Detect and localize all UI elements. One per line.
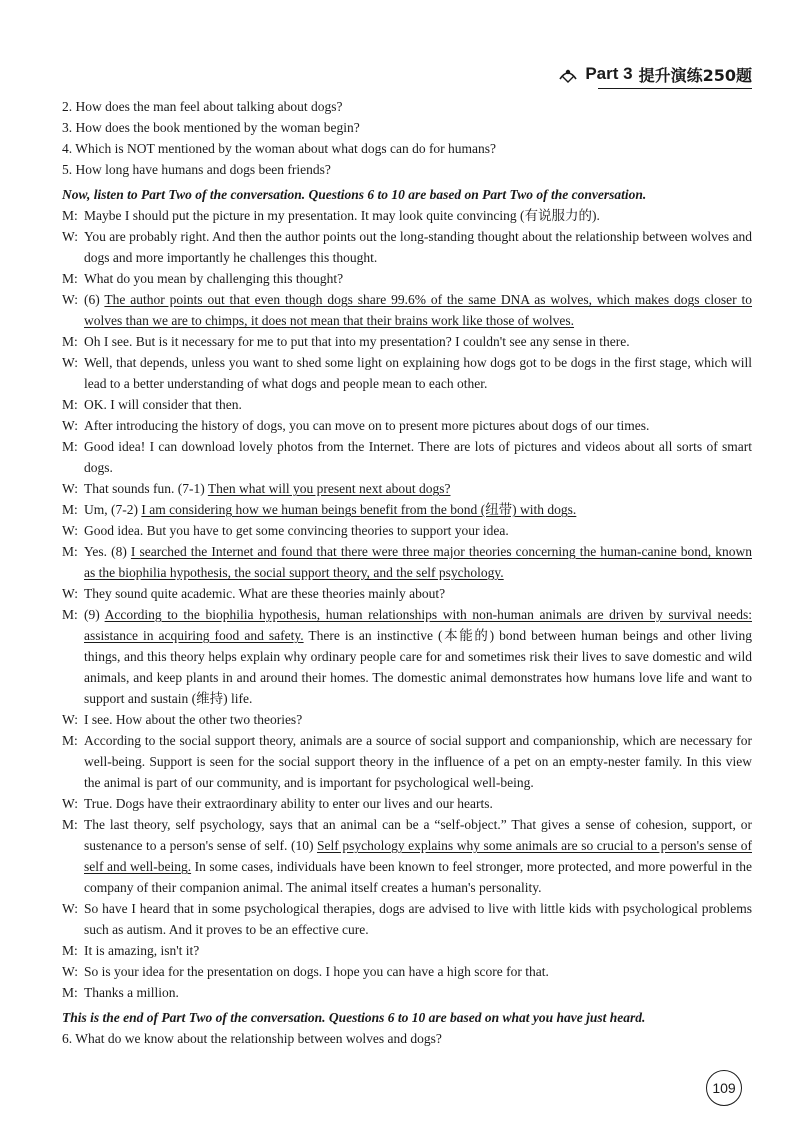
part-label: Part 3 bbox=[585, 64, 633, 83]
dialogue-line bbox=[62, 541, 752, 583]
page-number: 109 bbox=[706, 1070, 742, 1106]
dialogue-line bbox=[62, 499, 752, 520]
utterance bbox=[84, 898, 752, 940]
speaker-label: W: bbox=[62, 964, 78, 979]
speaker-label: W: bbox=[62, 292, 78, 307]
dialogue-line bbox=[62, 394, 752, 415]
speaker-label: M: bbox=[62, 607, 78, 622]
speaker-label: W: bbox=[62, 586, 78, 601]
utterance bbox=[84, 226, 752, 268]
utterance bbox=[84, 961, 752, 982]
dialogue-line bbox=[62, 898, 752, 940]
utterance-text: Well, that depends, unless you want to shed some light on explaining how dogs got to be dogs in the first stage, which will lead to a better understanding of what dogs and people mean to each other. bbox=[84, 355, 752, 391]
utterance bbox=[84, 604, 752, 709]
dialogue-line bbox=[62, 793, 752, 814]
dialogue-line bbox=[62, 961, 752, 982]
dialogue-line bbox=[62, 331, 752, 352]
utterance-text: In some cases, individuals have been known to feel stronger, more protected, and more powerful in the company of their companion animal. The animal itself creates a human's personality. bbox=[84, 859, 752, 895]
dialogue-line bbox=[62, 415, 752, 436]
speaker-label: M: bbox=[62, 544, 78, 559]
speaker-label: W: bbox=[62, 712, 78, 727]
dialogue-line bbox=[62, 604, 752, 709]
speaker-label: M: bbox=[62, 985, 78, 1000]
question-item: 3. How does the book mentioned by the woman begin? bbox=[62, 120, 360, 135]
question-item: 5. How long have humans and dogs been friends? bbox=[62, 162, 331, 177]
dialogue-line bbox=[62, 436, 752, 478]
utterance bbox=[84, 205, 752, 226]
speaker-label: W: bbox=[62, 481, 78, 496]
utterance-text: You are probably right. And then the author points out the long-standing thought about the relationship between wolves and dogs and more importantly he challenges this thought. bbox=[84, 229, 752, 265]
utterance-text: I see. How about the other two theories? bbox=[84, 712, 303, 727]
utterance bbox=[84, 331, 752, 352]
utterance-text: Um, (7-2) bbox=[84, 502, 142, 517]
page-content bbox=[62, 96, 752, 1049]
utterance bbox=[84, 814, 752, 898]
speaker-label: M: bbox=[62, 334, 78, 349]
question-item: 4. Which is NOT mentioned by the woman about what dogs can do for humans? bbox=[62, 141, 497, 156]
speaker-label: W: bbox=[62, 796, 78, 811]
dialogue-line bbox=[62, 268, 752, 289]
question-list-top bbox=[62, 96, 752, 180]
speaker-label: M: bbox=[62, 943, 78, 958]
utterance-text: Yes. (8) bbox=[84, 544, 131, 559]
utterance-text: Good idea! I can download lovely photos from the Internet. There are lots of pictures and videos about all sorts of smart dogs. bbox=[84, 439, 752, 475]
direction-start: Now, listen to Part Two of the conversation. Questions 6 to 10 are based on Part Two of the conversation. bbox=[62, 187, 647, 202]
underlined-answer: The author points out that even though dogs share 99.6% of the same DNA as wolves, which makes dogs closer to wolves than we are to chimps, it does not mean that their brains work like those of wolves. bbox=[84, 292, 753, 328]
dialogue-line bbox=[62, 478, 752, 499]
utterance bbox=[84, 730, 752, 793]
dialogue-line bbox=[62, 709, 752, 730]
speaker-label: W: bbox=[62, 355, 78, 370]
utterance-text: OK. I will consider that then. bbox=[84, 397, 242, 412]
speaker-label: M: bbox=[62, 208, 78, 223]
dialogue-line bbox=[62, 205, 752, 226]
dialogue-line bbox=[62, 289, 752, 331]
underlined-answer: According to the biophilia hypothesis, human relationships with non-human animals are driven by survival needs: assistance in acquiring food and safety. bbox=[84, 607, 752, 643]
speaker-label: M: bbox=[62, 502, 78, 517]
utterance bbox=[84, 478, 752, 499]
utterance bbox=[84, 541, 752, 583]
utterance-text: There is an instinctive (本能的) bond between human beings and other living things, and this theory helps explain why ordinary people care for and sometimes risk their lives to save domestic and wild animals, and keep plants in and around their homes. The domestic animal demonstrates how humans love life and want to support and sustain (维持) life. bbox=[84, 628, 752, 706]
speaker-label: W: bbox=[62, 418, 78, 433]
utterance bbox=[84, 268, 752, 289]
underlined-answer: Self psychology explains why some animals are so crucial to a person's sense of self and well-being. bbox=[84, 838, 752, 874]
dialogue-line bbox=[62, 814, 752, 898]
utterance bbox=[84, 709, 752, 730]
speaker-label: M: bbox=[62, 439, 78, 454]
speaker-label: W: bbox=[62, 523, 78, 538]
dialogue-line bbox=[62, 940, 752, 961]
utterance-text: Oh I see. But is it necessary for me to put that into my presentation? I couldn't see any sense in there. bbox=[84, 334, 630, 349]
question-6: 6. What do we know about the relationship between wolves and dogs? bbox=[62, 1031, 442, 1046]
utterance-text: So is your idea for the presentation on dogs. I hope you can have a high score for that. bbox=[84, 964, 549, 979]
underlined-answer: I searched the Internet and found that there were three major theories concerning the human-canine bond, known as the biophilia hypothesis, the social support theory, and the self psychology. bbox=[84, 544, 752, 580]
utterance bbox=[84, 436, 752, 478]
utterance bbox=[84, 289, 752, 331]
dialogue-line bbox=[62, 583, 752, 604]
utterance-text: (6) bbox=[84, 292, 105, 307]
utterance-text: They sound quite academic. What are these theories mainly about? bbox=[84, 586, 446, 601]
book-logo-icon bbox=[557, 63, 579, 85]
dialogue-line bbox=[62, 730, 752, 793]
question-item: 2. How does the man feel about talking about dogs? bbox=[62, 99, 343, 114]
speaker-label: M: bbox=[62, 397, 78, 412]
utterance-text: Maybe I should put the picture in my presentation. It may look quite convincing (有说服力的). bbox=[84, 208, 600, 223]
section-subtitle: 提升演练250题 bbox=[638, 65, 752, 85]
dialogue-line bbox=[62, 352, 752, 394]
header-rule bbox=[598, 88, 752, 89]
utterance-text: That sounds fun. (7-1) bbox=[84, 481, 208, 496]
underlined-answer: Then what will you present next about dogs? bbox=[207, 481, 451, 496]
utterance-text: According to the social support theory, animals are a source of social support and companionship, which are necessary for well-being. Support is seen for the social support theory in the influence of a pet on an empty-nester family. In this view the animal is part of our community, and is important for psychological well-being. bbox=[84, 733, 752, 790]
utterance bbox=[84, 982, 752, 1003]
underlined-answer: I am considering how we human beings benefit from the bond (纽带) with dogs. bbox=[141, 502, 577, 517]
utterance bbox=[84, 394, 752, 415]
utterance-text: It is amazing, isn't it? bbox=[84, 943, 200, 958]
speaker-label: W: bbox=[62, 229, 78, 244]
utterance-text: So have I heard that in some psychological therapies, dogs are advised to live with little kids with psychological problems such as autism. And it proves to be an effective cure. bbox=[84, 901, 752, 937]
utterance-text: The last theory, self psychology, says that an animal can be a “self-object.” That gives a sense of cohesion, support, or sustenance to a person's sense of self. (10) bbox=[84, 817, 752, 853]
speaker-label: W: bbox=[62, 901, 78, 916]
utterance bbox=[84, 499, 752, 520]
utterance-text: True. Dogs have their extraordinary ability to enter our lives and our hearts. bbox=[84, 796, 493, 811]
speaker-label: M: bbox=[62, 271, 78, 286]
speaker-label: M: bbox=[62, 733, 78, 748]
utterance bbox=[84, 352, 752, 394]
utterance bbox=[84, 793, 752, 814]
page-header bbox=[557, 62, 752, 86]
dialogue bbox=[62, 205, 752, 1003]
utterance-text: Good idea. But you have to get some convincing theories to support your idea. bbox=[84, 523, 509, 538]
utterance bbox=[84, 940, 752, 961]
utterance bbox=[84, 415, 752, 436]
utterance-text: After introducing the history of dogs, you can move on to present more pictures about dogs of our times. bbox=[84, 418, 650, 433]
dialogue-line bbox=[62, 982, 752, 1003]
dialogue-line bbox=[62, 520, 752, 541]
utterance-text: What do you mean by challenging this thought? bbox=[84, 271, 344, 286]
speaker-label: M: bbox=[62, 817, 78, 832]
utterance bbox=[84, 583, 752, 604]
direction-end: This is the end of Part Two of the conversation. Questions 6 to 10 are based on what you have just heard. bbox=[62, 1010, 646, 1025]
utterance-text: (9) bbox=[84, 607, 105, 622]
utterance-text: Thanks a million. bbox=[84, 985, 179, 1000]
dialogue-line bbox=[62, 226, 752, 268]
utterance bbox=[84, 520, 752, 541]
